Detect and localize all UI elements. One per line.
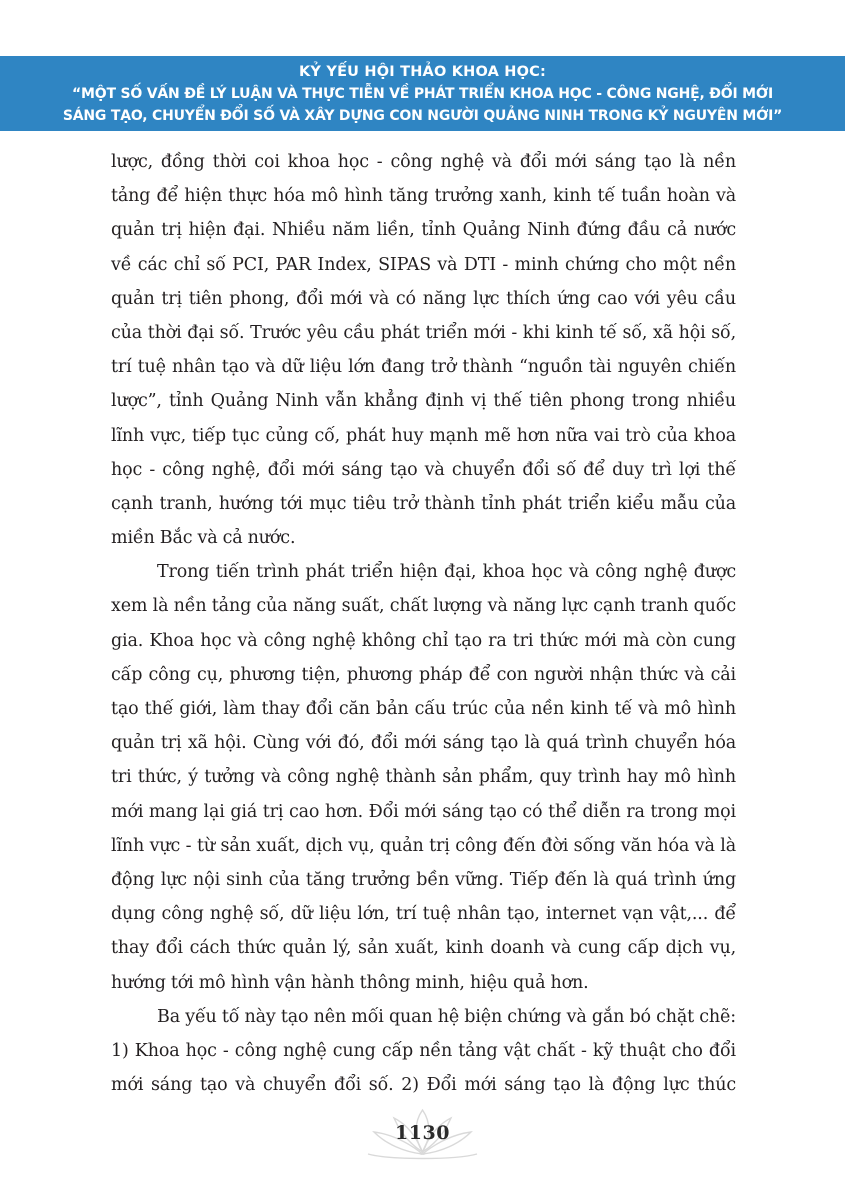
text-line: tạo thế giới, làm thay đổi căn bản cấu trúc của nền kinh tế và mô hình xyxy=(111,699,736,719)
text-line: hướng tới mô hình vận hành thông minh, hiệu quả hơn. xyxy=(111,972,589,993)
text-line: về các chỉ số PCI, PAR Index, SIPAS và DTI - minh chứng cho một nền xyxy=(111,254,736,275)
text-line: lược”, tỉnh Quảng Ninh vẫn khẳng định vị thế tiên phong trong nhiều xyxy=(111,391,736,412)
text-line: lĩnh vực - từ sản xuất, dịch vụ, quản trị công đến đời sống văn hóa và là xyxy=(111,835,736,856)
page-number: 1130 xyxy=(395,1122,450,1144)
text-line: quản trị hiện đại. Nhiều năm liền, tỉnh Quảng Ninh đứng đầu cả nước xyxy=(111,220,736,241)
header-subtitle-line-1: “MỘT SỐ VẤN ĐỀ LÝ LUẬN VÀ THỰC TIỄN VỀ PHÁT TRIỂN KHOA HỌC - CÔNG NGHỆ, ĐỔI MỚI xyxy=(72,86,773,102)
text-line: cấp công cụ, phương tiện, phương pháp để con người nhận thức và cải xyxy=(111,664,736,685)
text-line: dụng công nghệ số, dữ liệu lớn, trí tuệ nhân tạo, internet vạn vật,... để xyxy=(111,904,736,925)
text-line: gia. Khoa học và công nghệ không chỉ tạo ra tri thức mới mà còn cung xyxy=(111,630,736,651)
text-line: Ba yếu tố này tạo nên mối quan hệ biện chứng và gắn bó chặt chẽ: xyxy=(157,1006,736,1027)
text-line: lĩnh vực, tiếp tục củng cố, phát huy mạnh mẽ hơn nữa vai trò của khoa xyxy=(111,425,736,446)
text-line: Trong tiến trình phát triển hiện đại, khoa học và công nghệ được xyxy=(157,562,736,583)
body-text xyxy=(111,145,736,1102)
header-title: KỶ YẾU HỘI THẢO KHOA HỌC: xyxy=(298,64,547,80)
text-line: tảng để hiện thực hóa mô hình tăng trưởng xanh, kinh tế tuần hoàn và xyxy=(111,186,736,207)
text-line: tri thức, ý tưởng và công nghệ thành sản phẩm, quy trình hay mô hình xyxy=(111,767,736,788)
text-line: của thời đại số. Trước yêu cầu phát triển mới - khi kinh tế số, xã hội số, xyxy=(111,322,736,343)
text-line: 1) Khoa học - công nghệ cung cấp nền tảng vật chất - kỹ thuật cho đổi xyxy=(111,1040,736,1061)
text-line: quản trị xã hội. Cùng với đó, đổi mới sáng tạo là quá trình chuyển hóa xyxy=(111,733,736,754)
text-line: động lực nội sinh của tăng trưởng bền vững. Tiếp đến là quá trình ứng xyxy=(111,869,736,890)
text-line: thay đổi cách thức quản lý, sản xuất, kinh doanh và cung cấp dịch vụ, xyxy=(111,938,736,959)
text-line: lược, đồng thời coi khoa học - công nghệ và đổi mới sáng tạo là nền xyxy=(111,152,736,172)
text-line: quản trị tiên phong, đổi mới và có năng lực thích ứng cao với yêu cầu xyxy=(111,288,736,309)
text-line: miền Bắc và cả nước. xyxy=(111,528,296,549)
text-line: mới sáng tạo và chuyển đổi số. 2) Đổi mới sáng tạo là động lực thúc xyxy=(111,1075,736,1096)
text-line: cạnh tranh, hướng tới mục tiêu trở thành tỉnh phát triển kiểu mẫu của xyxy=(111,493,736,514)
text-line: học - công nghệ, đổi mới sáng tạo và chuyển đổi số để duy trì lợi thế xyxy=(111,459,736,480)
text-line: xem là nền tảng của năng suất, chất lượng và năng lực cạnh tranh quốc xyxy=(111,596,736,617)
text-line: mới mang lại giá trị cao hơn. Đổi mới sáng tạo có thể diễn ra trong mọi xyxy=(111,801,736,822)
page-header xyxy=(0,56,845,131)
text-line: trí tuệ nhân tạo và dữ liệu lớn đang trở thành “nguồn tài nguyên chiến xyxy=(111,357,736,378)
header-subtitle-line-2: SÁNG TẠO, CHUYỂN ĐỔI SỐ VÀ XÂY DỰNG CON NGƯỜI QUẢNG NINH TRONG KỶ NGUYÊN MỚI” xyxy=(62,108,783,124)
page-footer xyxy=(0,1108,845,1168)
